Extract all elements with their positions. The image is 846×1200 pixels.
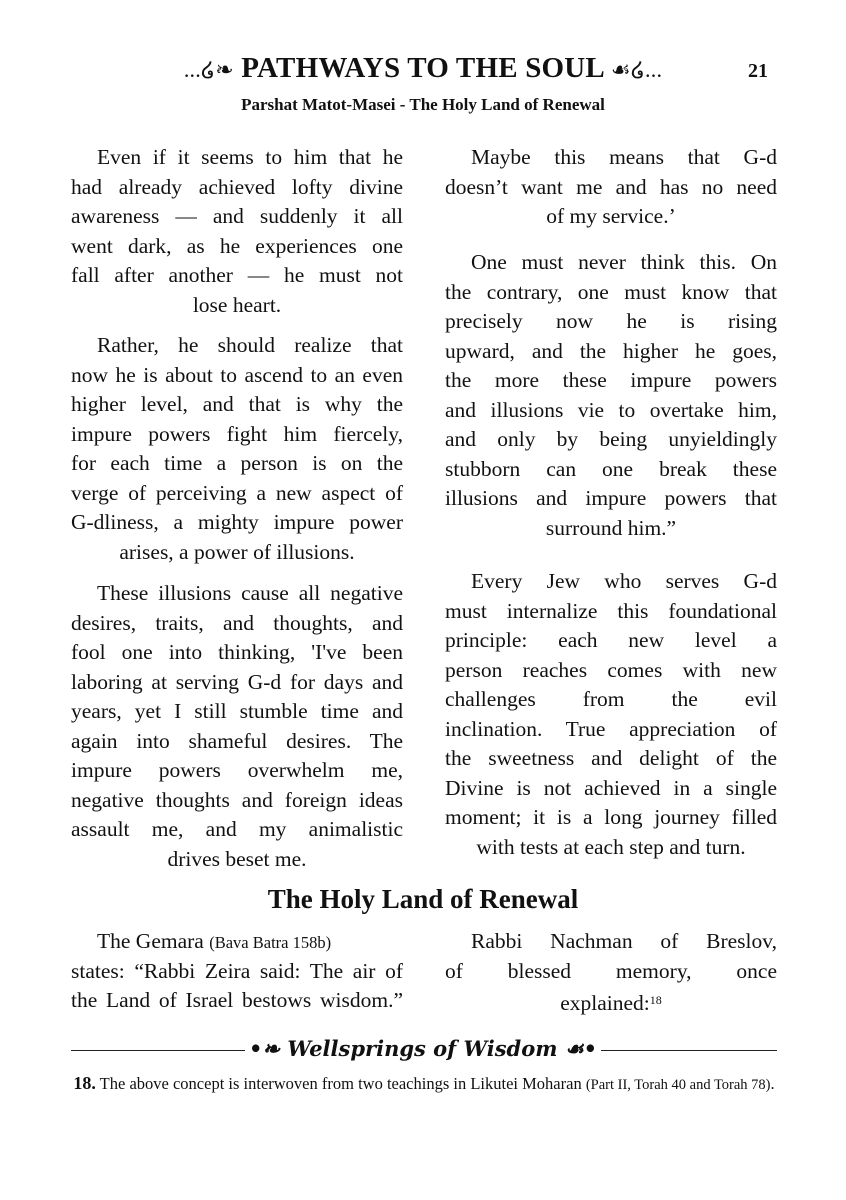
text-line: went dark, as he experiences one: [71, 233, 403, 258]
text-line: lose heart.: [192, 292, 282, 317]
text-line: upward, and the higher he goes,: [445, 338, 777, 363]
text: of blessed memory, once: [445, 958, 777, 983]
text-line: verge of perceiving a new aspect of: [71, 480, 403, 505]
text-line: with tests at each step and turn.: [476, 834, 746, 859]
text-line: awareness — and suddenly it all: [71, 204, 403, 228]
section-heading: The Holy Land of Renewal: [267, 884, 579, 914]
text-line: years, yet I still stumble time and: [71, 699, 403, 723]
book-title: PATHWAYS TO THE SOUL: [241, 52, 604, 84]
text-line: illusions and impure powers that: [445, 486, 777, 510]
text-line: Every Jew who serves G-d: [471, 569, 777, 593]
text-line: the more these impure powers: [445, 368, 777, 392]
text: The Gemara: [97, 929, 210, 953]
text-line: inclination. True appreciation of: [445, 716, 777, 741]
right-column-paragraph: [445, 567, 777, 862]
footnote-source: (Part II, Torah 40 and Torah 78): [585, 1077, 771, 1093]
text-line: doesn’t want me and has no need: [445, 174, 777, 199]
footnote-text: The above concept is interwoven from two teachings in Likutei Moharan: [95, 1074, 586, 1093]
text-line: challenges from the evil: [445, 687, 777, 711]
footnote-end: .: [770, 1074, 775, 1093]
text-line: Rather, he should realize that: [97, 333, 403, 357]
text-line: surround him.”: [545, 515, 677, 540]
text: states: “Rabbi Zeira said: The air of: [71, 958, 403, 983]
text-line: and illusions vie to overtake him,: [445, 397, 777, 422]
text-line: had already achieved lofty divine: [71, 174, 403, 199]
text-line: These illusions cause all negative: [97, 581, 403, 605]
text-line: fool one into thinking, 'I've been: [71, 640, 403, 664]
text-line: person reaches comes with new: [445, 657, 777, 682]
source-citation: (Bava Batra 158b): [209, 933, 332, 952]
running-title: [0, 52, 846, 85]
text-line: now he is about to ascend to an even: [71, 362, 403, 387]
text-line: again into shameful desires. The: [71, 728, 403, 753]
right-column-paragraph: [445, 248, 777, 543]
text-line: the sweetness and delight of the: [445, 746, 777, 770]
text-line: for each time a person is on the: [71, 451, 403, 475]
text-line: impure powers fight him fiercely,: [71, 421, 403, 446]
text-line: must internalize this foundational: [445, 598, 777, 623]
text-line: desires, traits, and thoughts, and: [71, 610, 403, 635]
text-line: stubborn can one break these: [445, 456, 777, 481]
text-line: One must never think this. On: [471, 250, 777, 274]
text: the Land of Israel bestows wisdom.”: [71, 988, 403, 1012]
text-line: impure powers overwhelm me,: [71, 758, 403, 782]
text-line: moment; it is a long journey filled: [445, 805, 777, 829]
text-line: arises, a power of illusions.: [119, 539, 355, 564]
chapter-subtitle: Parshat Matot-Masei - The Holy Land of Renewal: [241, 95, 605, 114]
text-line: Even if it seems to him that he: [97, 145, 403, 169]
divider-label: [0, 1036, 846, 1061]
text-line: negative thoughts and foreign ideas: [71, 787, 403, 812]
text-line: drives beset me.: [167, 846, 307, 871]
text-line: Maybe this means that G-d: [471, 145, 777, 169]
text-line: laboring at serving G-d for days and: [71, 669, 403, 694]
text: Rabbi Nachman of Breslov,: [471, 929, 777, 953]
text-line: of my service.’: [546, 204, 676, 228]
text: explained:: [560, 991, 650, 1015]
left-column-paragraph: [71, 579, 403, 874]
footnote: [71, 1070, 777, 1098]
section-right-paragraph: [445, 927, 777, 1016]
text-line: principle: each new level a: [445, 628, 777, 652]
page-number: 21: [748, 60, 768, 82]
text-line: the contrary, one must know that: [445, 279, 777, 304]
text-line: precisely now he is rising: [445, 309, 777, 333]
text-line: and only by being unyieldingly: [445, 427, 777, 451]
text-line: G-dliness, a mighty impure power: [71, 510, 403, 534]
section-left-paragraph: [71, 927, 403, 1016]
footnote-number: 18.: [73, 1073, 96, 1093]
footnote-ref[interactable]: 18: [649, 993, 662, 1007]
text-line: fall after another — he must not: [71, 263, 403, 287]
left-column-paragraph: [71, 331, 403, 567]
right-column-paragraph: [445, 143, 777, 232]
text-line: assault me, and my animalistic: [71, 817, 403, 841]
ornament-right-icon: ☙໒...: [610, 57, 663, 82]
left-column-paragraph: [71, 143, 403, 320]
text-line: Divine is not achieved in a single: [445, 775, 777, 800]
divider-label-text: •❧ Wellsprings of Wisdom ☙•: [245, 1036, 601, 1061]
ornament-left-icon: ...໒❧: [183, 57, 234, 82]
text-line: higher level, and that is why the: [71, 392, 403, 416]
